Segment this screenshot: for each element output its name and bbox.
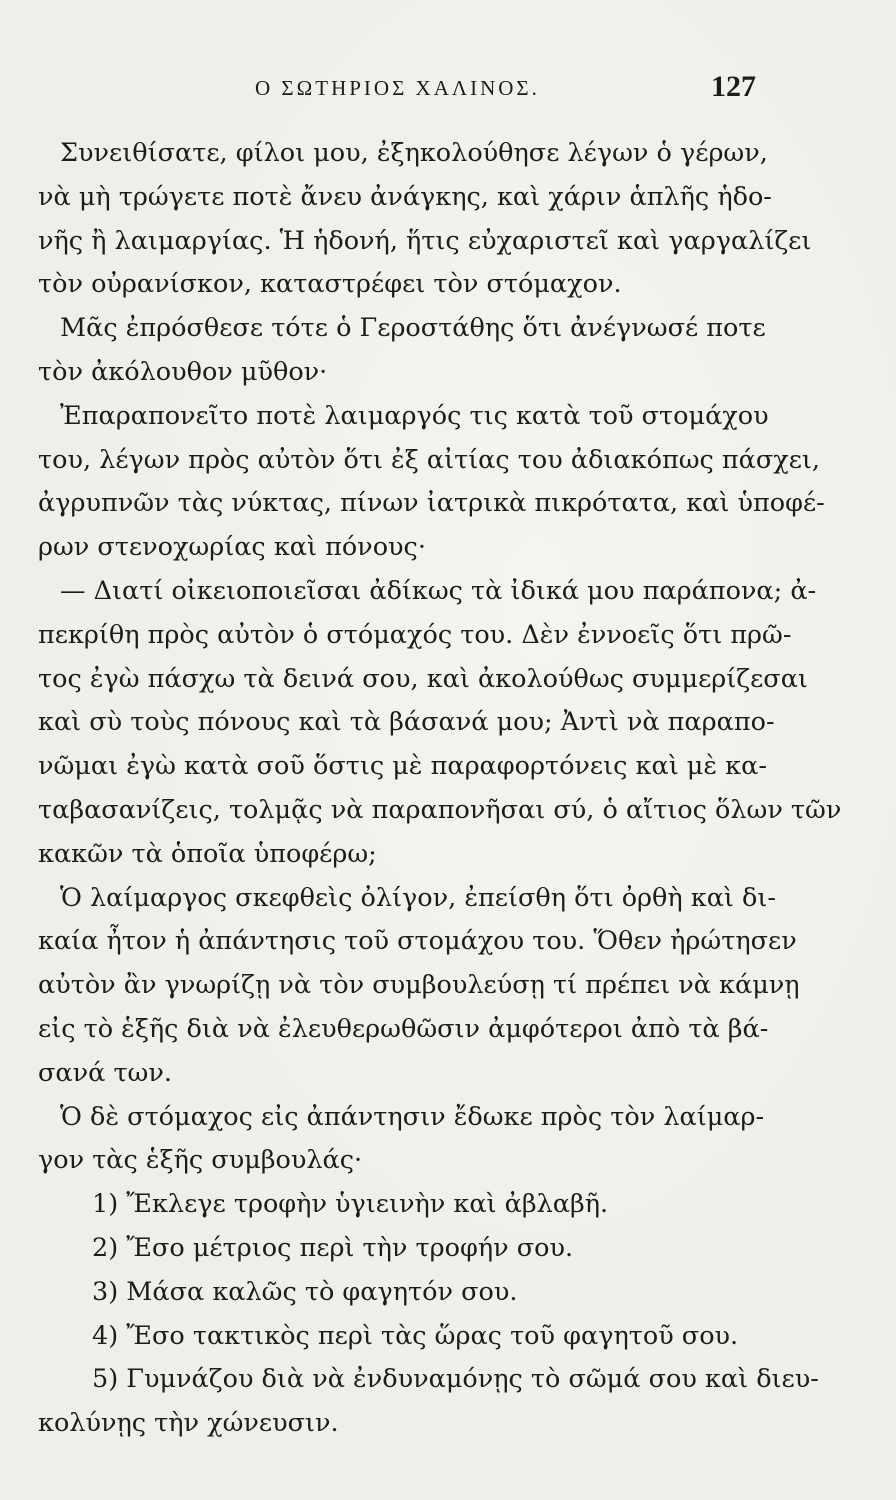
advice-item-5: 5) Γυμνάζου διὰ νὰ ἐνδυναμόνῃς τὸ σῶμά σου καὶ διευ- [92,1364,819,1395]
text-line: ἀγρυπνῶν τὰς νύκτας, πίνων ἰατρικὰ πικρότατα, καὶ ὑποφέ- [38,488,825,519]
text-line: αὐτὸν ἂν γνωρίζῃ νὰ τὸν συμβουλεύσῃ τί πρέπει νὰ κάμνῃ [38,970,800,1001]
text-line: σανά των. [38,1057,172,1088]
advice-item-2: 2) Ἔσο μέτριος περὶ τὴν τροφήν σου. [92,1232,574,1263]
text-line: κακῶν τὰ ὁποῖα ὑποφέρω; [38,838,377,869]
body-text [38,132,842,1446]
text-line: τος ἐγὼ πάσχω τὰ δεινά σου, καὶ ἀκολούθως συμμερίζεσαι [38,663,808,694]
text-line: Ὁ λαίμαργος σκεφθεὶς ὀλίγον, ἐπείσθη ὅτι ὀρθὴ καὶ δι- [60,882,777,913]
text-line: Μᾶς ἐπρόσθεσε τότε ὁ Γεροστάθης ὅτι ἀνέγνωσέ ποτε [60,313,766,344]
text-line: Συνειθίσατε, φίλοι μου, ἐξηκολούθησε λέγων ὁ γέρων, [60,138,768,168]
text-line: εἰς τὸ ἑξῆς διὰ νὰ ἐλευθερωθῶσιν ἀμφότεροι ἀπὸ τὰ βά- [38,1013,769,1044]
text-line: ταβασανίζεις, τολμᾷς νὰ παραπονῆσαι σύ, ὁ αἴτιος ὅλων τῶν [38,794,842,825]
text-line: νῶμαι ἐγὼ κατὰ σοῦ ὅστις μὲ παραφορτόνεις καὶ μὲ κα- [38,751,767,782]
advice-item-1: 1) Ἔκλεγε τροφὴν ὑγιεινὴν καὶ ἀβλαβῆ. [92,1189,609,1220]
text-line: νῆς ἢ λαιμαργίας. Ἡ ἡδονή, ἥτις εὐχαριστεῖ καὶ γαργαλίζει [38,225,812,256]
page-number: 127 [711,70,756,103]
text-line: ρων στενοχωρίας καὶ πόνους· [38,532,426,563]
text-line: του, λέγων πρὸς αὐτὸν ὅτι ἐξ αἰτίας του ἀδιακόπως πάσχει, [38,444,821,475]
text-line: καὶ σὺ τοὺς πόνους καὶ τὰ βάσανά μου; Ἀντὶ νὰ παραπο- [38,707,775,738]
text-line: — Διατί οἰκειοποιεῖσαι ἀδίκως τὰ ἰδικά μου παράπονα; ἀ- [60,575,817,606]
advice-item-4: 4) Ἔσο τακτικὸς περὶ τὰς ὥρας τοῦ φαγητοῦ σου. [92,1320,739,1351]
text-line: κολύνῃς τὴν χώνευσιν. [38,1408,339,1439]
text-line: τὸν ἀκόλουθον μῦθον· [38,356,328,387]
text-line: γον τὰς ἑξῆς συμβουλάς· [38,1145,363,1176]
running-title: Ο ΣΩΤΗΡΙΟΣ ΧΑΛΙΝΟΣ. [255,76,540,100]
text-line: τὸν οὐρανίσκον, καταστρέφει τὸν στόμαχον. [38,269,622,300]
text-line: Ἐπαραπονεῖτο ποτὲ λαιμαργός τις κατὰ τοῦ στομάχου [60,400,769,431]
advice-item-3: 3) Μάσα καλῶς τὸ φαγητόν σου. [92,1276,518,1307]
text-line: Ὁ δὲ στόμαχος εἰς ἀπάντησιν ἔδωκε πρὸς τὸν λαίμαρ- [60,1101,765,1132]
text-line: καία ἦτον ἡ ἀπάντησις τοῦ στομάχου του. Ὅθεν ἠρώτησεν [38,926,797,957]
text-line: νὰ μὴ τρώγετε ποτὲ ἄνευ ἀνάγκης, καὶ χάριν ἁπλῆς ἡδο- [38,181,772,212]
text-line: πεκρίθη πρὸς αὐτὸν ὁ στόμαχός του. Δὲν ἐννοεῖς ὅτι πρῶ- [38,619,792,650]
